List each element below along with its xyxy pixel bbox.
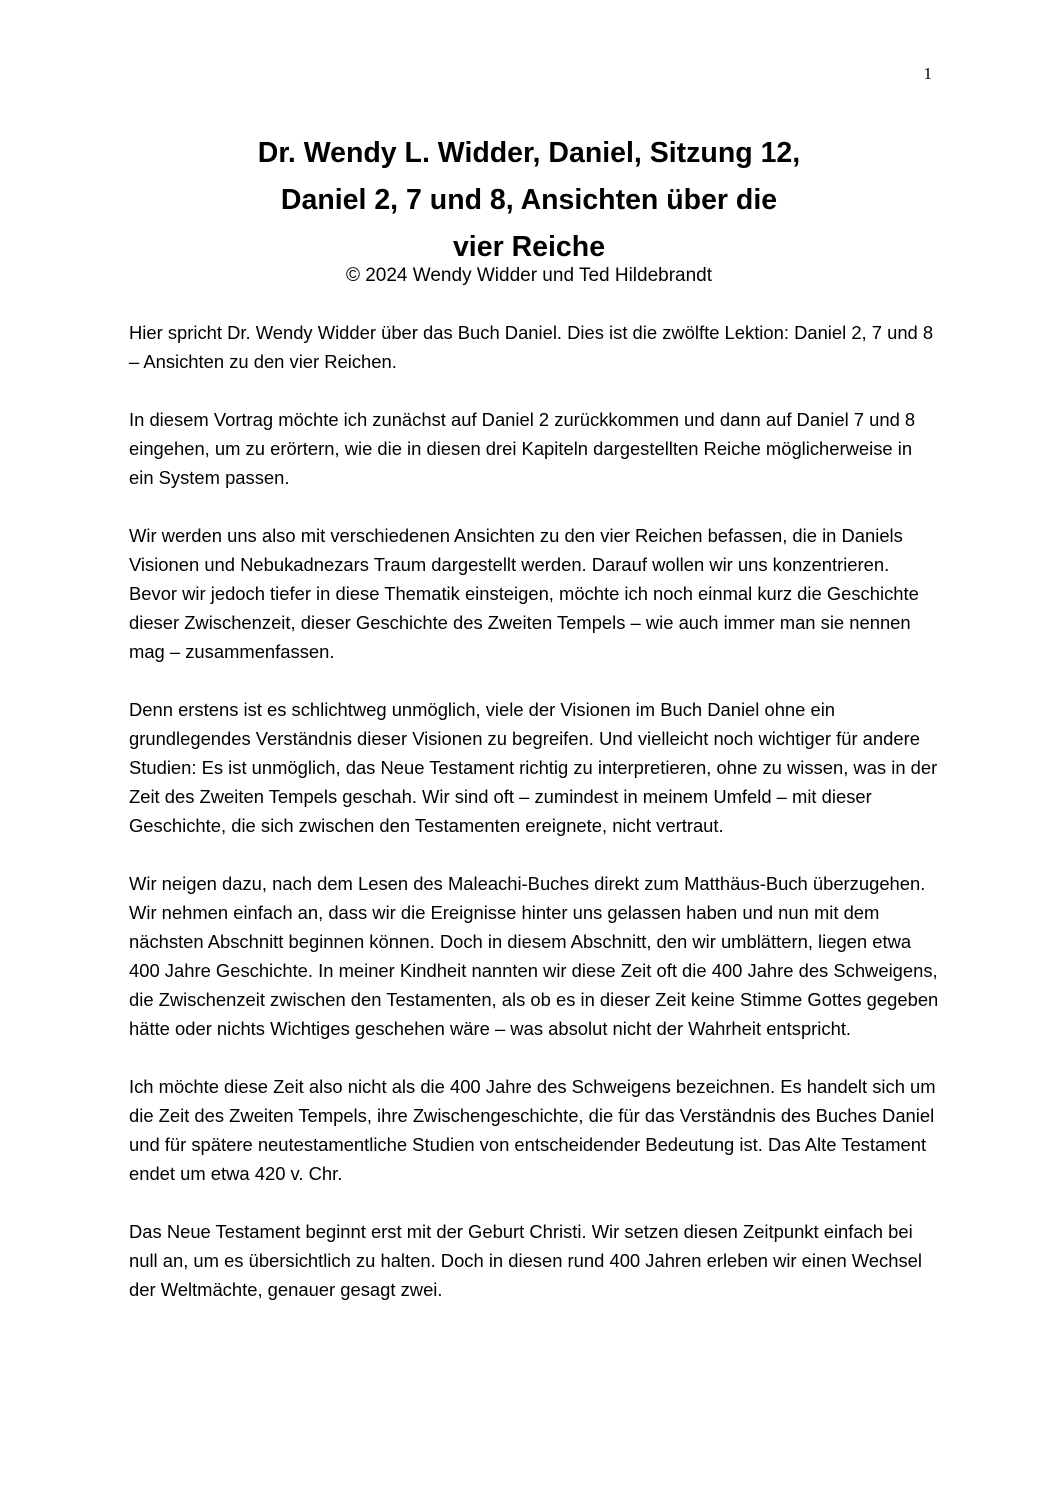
paragraph: In diesem Vortrag möchte ich zunächst auf Daniel 2 zurückkommen und dann auf Daniel 7 und 8 eingehen, um zu erörtern, wie die in diesen drei Kapiteln dargestellten Reiche möglicherweise in ein System passen. <box>129 409 916 488</box>
paragraph: Wir werden uns also mit verschiedenen Ansichten zu den vier Reichen befassen, die in Daniels Visionen und Nebukadnezars Traum dargestellt werden. Darauf wollen wir uns konzentrieren. Bevor wir jedoch tiefer in diese Thematik einsteigen, möchte ich noch einmal kurz die Geschichte dieser Zwischenzeit, dieser Geschichte des Zweiten Tempels – wie auch immer man sie nennen mag – zusammenfassen. <box>129 525 919 662</box>
document-title <box>0 130 1058 271</box>
paragraph: Das Neue Testament beginnt erst mit der Geburt Christi. Wir setzen diesen Zeitpunkt einfach bei null an, um es übersichtlich zu halten. Doch in diesen rund 400 Jahren erleben wir einen Wechsel der Weltmächte, genauer gesagt zwei. <box>129 1221 922 1300</box>
paragraph: Denn erstens ist es schlichtweg unmöglich, viele der Visionen im Buch Daniel ohne ein grundlegendes Verständnis dieser Visionen zu begreifen. Und vielleicht noch wichtiger für andere Studien: Es ist unmöglich, das Neue Testament richtig zu interpretieren, ohne zu wissen, was in der Zeit des Zweiten Tempels geschah. Wir sind oft – zumindest in meinem Umfeld – mit dieser Geschichte, die sich zwischen den Testamenten ereignete, nicht vertraut. <box>129 699 938 836</box>
document-body <box>129 318 939 1333</box>
copyright-line: © 2024 Wendy Widder und Ted Hildebrandt <box>345 265 713 286</box>
title-line: Daniel 2, 7 und 8, Ansichten über die <box>280 184 778 216</box>
paragraph: Hier spricht Dr. Wendy Widder über das Buch Daniel. Dies ist die zwölfte Lektion: Daniel 2, 7 und 8 – Ansichten zu den vier Reichen. <box>129 322 934 372</box>
paragraph: Ich möchte diese Zeit also nicht als die 400 Jahre des Schweigens bezeichnen. Es handelt sich um die Zeit des Zweiten Tempels, ihre Zwischengeschichte, die für das Verständnis des Buches Daniel und für spätere neutestamentliche Studien von entscheidender Bedeutung ist. Das Alte Testament endet um etwa 420 v. Chr. <box>129 1076 936 1184</box>
page-number: 1 <box>923 64 932 83</box>
paragraph: Wir neigen dazu, nach dem Lesen des Maleachi-Buches direkt zum Matthäus-Buch überzugehen. Wir nehmen einfach an, dass wir die Ereignisse hinter uns gelassen haben und nun mit dem nächsten Abschnitt beginnen können. Doch in diesem Abschnitt, den wir umblättern, liegen etwa 400 Jahre Geschichte. In meiner Kindheit nannten wir diese Zeit oft die 400 Jahre des Schweigens, die Zwischenzeit zwischen den Testamenten, als ob es in dieser Zeit keine Stimme Gottes gegeben hätte oder nichts Wichtiges geschehen wäre – was absolut nicht der Wahrheit entspricht. <box>129 873 939 1039</box>
title-line: Dr. Wendy L. Widder, Daniel, Sitzung 12, <box>257 137 801 169</box>
title-line: vier Reiche <box>452 231 606 263</box>
